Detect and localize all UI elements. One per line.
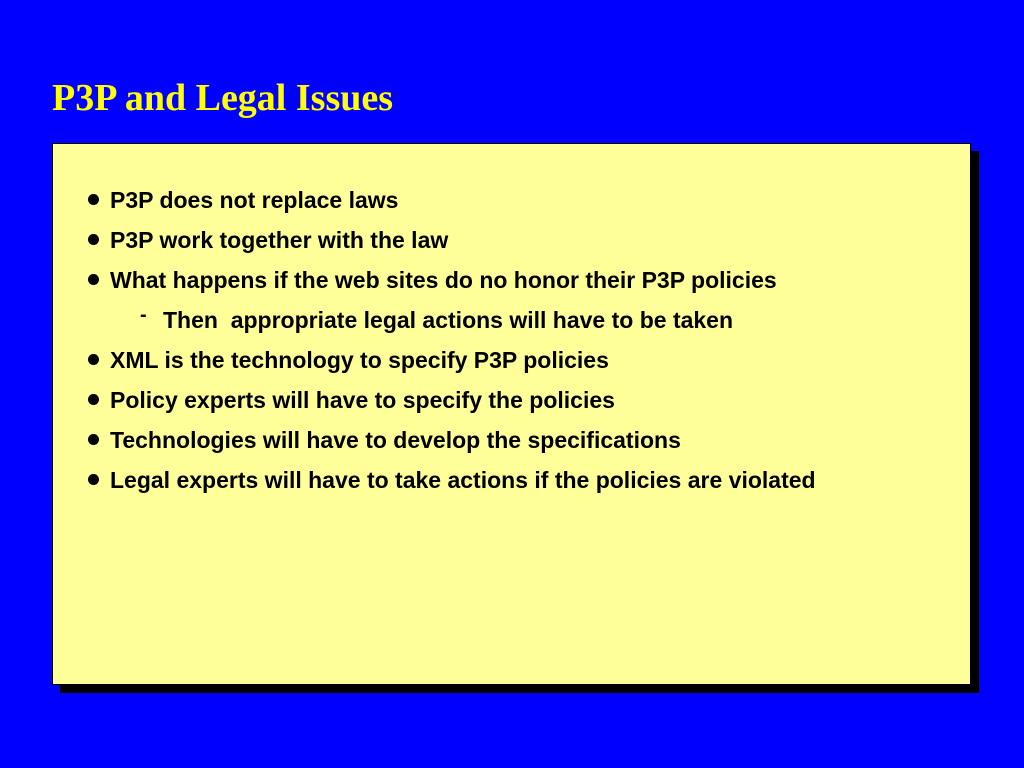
dash-icon: - [140,304,147,326]
bullet-dot-icon [88,474,99,485]
sub-bullet-text: Then appropriate legal actions will have to be taken [163,307,734,333]
bullet-item [53,224,970,256]
bullet-dot-icon [88,234,99,245]
bullet-text: XML is the technology to specify P3P policies [110,347,609,373]
sub-bullet-item [53,304,970,336]
bullet-item [53,384,970,416]
bullet-item [53,184,970,216]
bullet-dot-icon [88,274,99,285]
bullet-list [53,184,970,504]
bullet-item [53,424,970,456]
bullet-dot-icon [88,434,99,445]
bullet-text: P3P does not replace laws [110,187,399,213]
slide-title: P3P and Legal Issues [52,77,394,119]
bullet-text: Technologies will have to develop the specifications [110,427,681,453]
bullet-item [53,264,970,296]
bullet-item [53,464,970,496]
bullet-text: Policy experts will have to specify the policies [110,387,615,413]
bullet-text: What happens if the web sites do no honor their P3P policies [110,267,777,293]
content-panel [52,143,971,685]
bullet-dot-icon [88,194,99,205]
bullet-text: P3P work together with the law [110,227,449,253]
bullet-dot-icon [88,394,99,405]
bullet-dot-icon [88,354,99,365]
bullet-text: Legal experts will have to take actions if the policies are violated [110,467,816,493]
bullet-item [53,344,970,376]
